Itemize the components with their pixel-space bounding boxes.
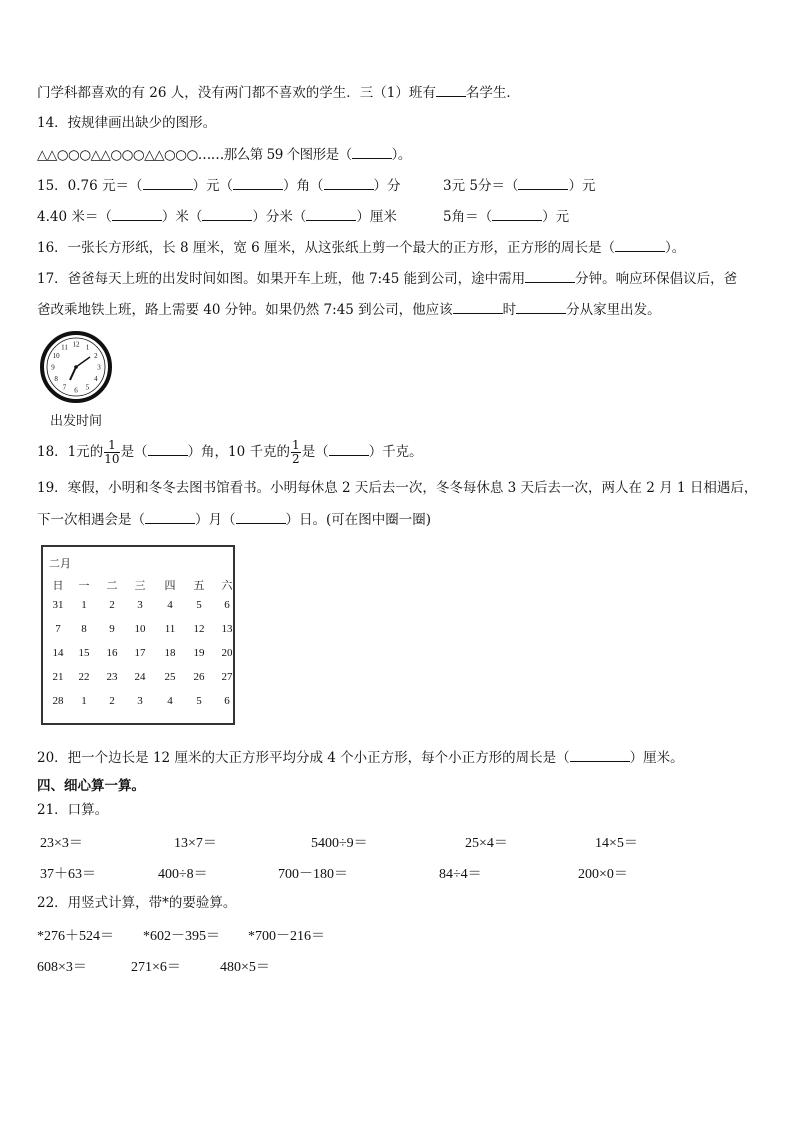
calendar-day-cell[interactable]: 21 bbox=[52, 671, 64, 683]
calendar-day-cell[interactable]: 25 bbox=[164, 671, 176, 683]
q22-title: 22．用竖式计算，带*的要验算。 bbox=[37, 895, 237, 911]
q17-line1: 17．爸爸每天上班的出发时间如图。如果开车上班，他 7:45 能到公司，途中需用 分钟。响应环保倡议后，爸 bbox=[37, 271, 738, 287]
answer-blank[interactable] bbox=[352, 145, 392, 159]
calendar-day-cell[interactable]: 31 bbox=[52, 599, 64, 611]
calendar-weekday-header[interactable]: 一 bbox=[78, 579, 90, 592]
q14-sequence: △△○○○△△○○○△△○○○……那么第 59 个图形是（ ）。 bbox=[37, 147, 411, 163]
calendar-day-cell[interactable]: 4 bbox=[167, 695, 173, 707]
calendar-day-cell[interactable]: 1 bbox=[81, 695, 87, 707]
calendar-weekday-header[interactable]: 五 bbox=[193, 579, 205, 592]
answer-blank[interactable] bbox=[615, 238, 665, 252]
calendar-day-cell[interactable]: 26 bbox=[193, 671, 205, 683]
calc-item: 84÷4＝ bbox=[439, 867, 482, 882]
calendar-day-cell[interactable]: 12 bbox=[193, 623, 205, 635]
calendar-day-cell[interactable]: 3 bbox=[137, 695, 143, 707]
calendar-day-cell[interactable]: 1 bbox=[81, 599, 87, 611]
answer-blank[interactable] bbox=[525, 269, 575, 283]
calendar-weekday-header[interactable]: 六 bbox=[221, 579, 233, 592]
calc-item: 23×3＝ bbox=[40, 836, 83, 851]
calendar-day-cell[interactable]: 8 bbox=[81, 623, 87, 635]
answer-blank[interactable] bbox=[148, 442, 188, 456]
calendar-day-cell[interactable]: 20 bbox=[221, 647, 233, 659]
answer-blank[interactable] bbox=[492, 207, 542, 221]
calendar-weekday-header[interactable]: 日 bbox=[52, 579, 64, 592]
calendar-day-cell[interactable]: 15 bbox=[78, 647, 90, 659]
calendar-weekday-header[interactable]: 四 bbox=[164, 579, 176, 592]
calendar-day-cell[interactable]: 9 bbox=[109, 623, 115, 635]
calendar-day-cell[interactable]: 3 bbox=[137, 599, 143, 611]
calc-item: 37＋63＝ bbox=[40, 867, 96, 882]
calendar-day-cell[interactable]: 24 bbox=[134, 671, 146, 683]
calc-item: 700－180＝ bbox=[278, 867, 348, 882]
calendar-day-cell[interactable]: 6 bbox=[224, 695, 230, 707]
answer-blank[interactable] bbox=[236, 510, 286, 524]
calendar-day-cell[interactable]: 11 bbox=[164, 623, 176, 635]
calendar-weekday-header[interactable]: 二 bbox=[106, 579, 118, 592]
answer-blank[interactable] bbox=[233, 176, 283, 190]
q18: 18．1元的 $\frac{1}{10}$ 是（ ）角，10 千克的 $\frac{1}{2}$ 是（ ）千克。 bbox=[37, 438, 423, 466]
vertical-calc-row-2 bbox=[37, 956, 757, 976]
calc-item: *602－395＝ bbox=[143, 929, 220, 944]
answer-blank[interactable] bbox=[145, 510, 195, 524]
calendar-day-cell[interactable]: 14 bbox=[52, 647, 64, 659]
answer-blank[interactable] bbox=[324, 176, 374, 190]
calc-item: 400÷8＝ bbox=[158, 867, 208, 882]
clock-label: 出发时间 bbox=[50, 414, 103, 429]
calc-item: 5400÷9＝ bbox=[311, 836, 368, 851]
q20: 20．把一个边长是 12 厘米的大正方形平均分成 4 个小正方形，每个小正方形的周长是（ ）厘米。 bbox=[37, 750, 684, 766]
q15-line1-b: 3元 5分＝（ ）元 bbox=[443, 178, 596, 194]
calendar-weekday-header[interactable]: 三 bbox=[134, 579, 146, 592]
calendar-day-cell[interactable]: 2 bbox=[109, 695, 115, 707]
q15-line2-b: 5角＝（ ）元 bbox=[443, 209, 570, 225]
answer-blank[interactable] bbox=[202, 207, 252, 221]
fraction-one-tenth: $\frac{1}{10}$ bbox=[104, 438, 120, 466]
calendar-day-cell[interactable]: 23 bbox=[106, 671, 118, 683]
calendar-day-cell[interactable]: 28 bbox=[52, 695, 64, 707]
q15-line2: 4.40 米＝（ ）米（ ）分米（ ）厘米 bbox=[37, 209, 397, 225]
calendar-day-cell[interactable]: 7 bbox=[55, 623, 61, 635]
calc-item: 25×4＝ bbox=[465, 836, 508, 851]
calc-item: 271×6＝ bbox=[131, 960, 181, 975]
answer-blank[interactable] bbox=[516, 300, 566, 314]
calendar-day-cell[interactable]: 10 bbox=[134, 623, 146, 635]
q17-line2: 爸改乘地铁上班，路上需要 40 分钟。如果仍然 7:45 到公司，他应该 时 分从家里出发。 bbox=[37, 302, 661, 318]
calendar-day-cell[interactable]: 27 bbox=[221, 671, 233, 683]
answer-blank[interactable] bbox=[570, 748, 630, 762]
q15-line1: 15．0.76 元＝（ ）元（ ）角（ ）分 bbox=[37, 178, 401, 194]
q16: 16．一张长方形纸，长 8 厘米，宽 6 厘米，从这张纸上剪一个最大的正方形，正方形的周长是（ ）。 bbox=[37, 240, 686, 256]
february-calendar bbox=[41, 545, 235, 725]
calc-item: 200×0＝ bbox=[578, 867, 628, 882]
calc-item: *276＋524＝ bbox=[37, 929, 114, 944]
oral-calc-row-2 bbox=[37, 863, 757, 883]
clock-numeral: 12 bbox=[72, 340, 80, 349]
calc-item: 14×5＝ bbox=[595, 836, 638, 851]
clock-numeral: 11 bbox=[61, 343, 68, 352]
answer-blank[interactable] bbox=[306, 207, 356, 221]
q21-title: 21．口算。 bbox=[37, 802, 109, 818]
clock-numeral: 3 bbox=[97, 363, 101, 372]
clock-numeral: 7 bbox=[62, 383, 67, 392]
calendar-day-cell[interactable]: 13 bbox=[221, 623, 233, 635]
clock-numeral: 10 bbox=[52, 352, 60, 360]
calendar-day-cell[interactable]: 4 bbox=[167, 599, 173, 611]
fraction-one-half: $\frac{1}{2}$ bbox=[292, 438, 300, 466]
q14-title: 14．按规律画出缺少的图形。 bbox=[37, 115, 217, 131]
answer-blank[interactable] bbox=[518, 176, 568, 190]
section-four-title: 四、细心算一算。 bbox=[37, 778, 145, 794]
clock-image bbox=[39, 330, 113, 404]
calc-item: 480×5＝ bbox=[220, 960, 270, 975]
calc-item: *700－216＝ bbox=[248, 929, 325, 944]
clock-numeral: 8 bbox=[54, 375, 58, 383]
calc-item: 608×3＝ bbox=[37, 960, 87, 975]
q13-tail: 门学科都喜欢的有 26 人，没有两门都不喜欢的学生．三（1）班有 名学生． bbox=[37, 85, 520, 101]
answer-blank[interactable] bbox=[453, 300, 503, 314]
calendar-title: 二月 bbox=[49, 557, 71, 570]
answer-blank[interactable] bbox=[329, 442, 369, 456]
answer-blank[interactable] bbox=[143, 176, 193, 190]
q19-line1: 19．寒假，小明和冬冬去图书馆看书。小明每休息 2 天后去一次，冬冬每休息 3 天后去一次，两人在 2 月 1 日相遇后， bbox=[37, 480, 758, 496]
calendar-day-cell[interactable]: 18 bbox=[164, 647, 176, 659]
answer-blank[interactable] bbox=[436, 83, 466, 97]
clock-numeral: 1 bbox=[85, 343, 90, 352]
calendar-day-cell[interactable]: 16 bbox=[106, 647, 118, 659]
clock-numeral: 5 bbox=[85, 383, 90, 392]
q19-line2: 下一次相遇会是（ ）月（ ）日。(可在图中圈一圈) bbox=[37, 512, 432, 528]
calendar-day-cell[interactable]: 22 bbox=[78, 671, 90, 683]
clock-numeral: 9 bbox=[51, 363, 55, 372]
clock-numeral: 6 bbox=[74, 386, 78, 395]
answer-blank[interactable] bbox=[112, 207, 162, 221]
clock-numeral: 4 bbox=[94, 375, 98, 383]
calendar-day-cell[interactable]: 17 bbox=[134, 647, 146, 659]
calendar-day-cell[interactable]: 6 bbox=[224, 599, 230, 611]
calendar-day-cell[interactable]: 19 bbox=[193, 647, 205, 659]
oral-calc-row-1 bbox=[37, 832, 757, 852]
calc-item: 13×7＝ bbox=[174, 836, 217, 851]
calendar-day-cell[interactable]: 5 bbox=[196, 695, 202, 707]
calendar-day-cell[interactable]: 5 bbox=[196, 599, 202, 611]
clock-numeral: 2 bbox=[94, 352, 98, 360]
calendar-day-cell[interactable]: 2 bbox=[109, 599, 115, 611]
vertical-calc-row-1 bbox=[37, 925, 757, 945]
